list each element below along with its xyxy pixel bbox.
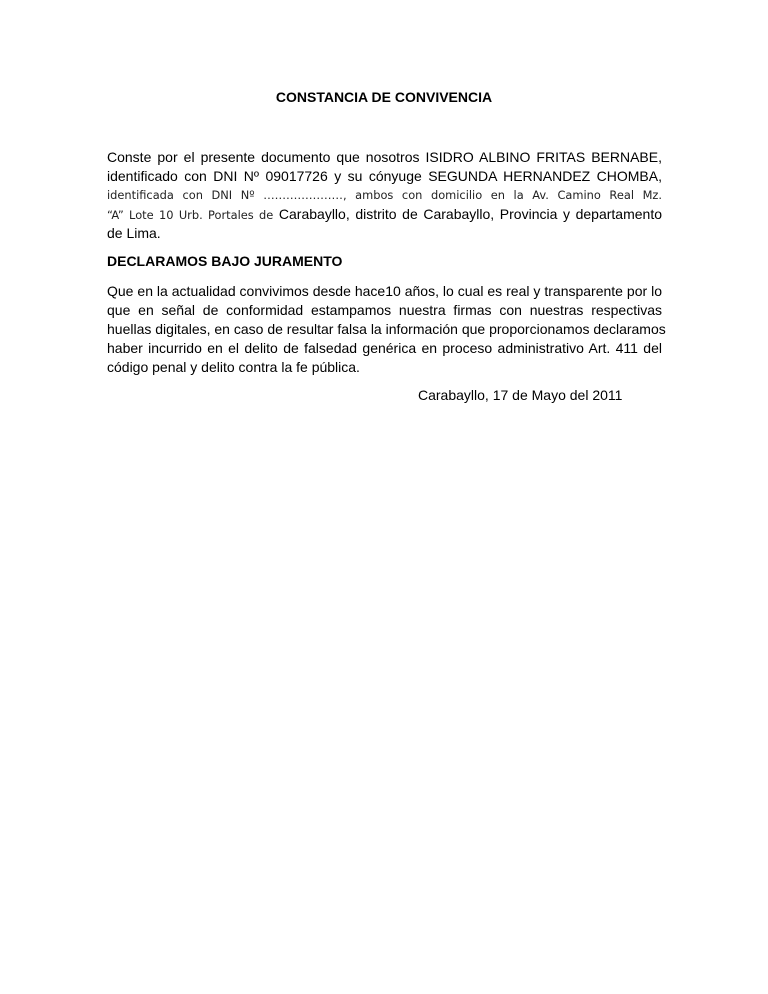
section-heading: DECLARAMOS BAJO JURAMENTO: [107, 253, 343, 269]
place-and-date: Carabayllo, 17 de Mayo del 2011: [418, 387, 623, 403]
address-fragment: “A” Lote 10 Urb. Portales de: [107, 208, 274, 222]
paragraph-line: huellas digitales, en caso de resultar falsa la información que proporcionamos declaramos: [107, 321, 666, 337]
paragraph-line: identificado con DNI Nº 09017726 y su cónyuge SEGUNDA HERNANDEZ CHOMBA,: [107, 168, 662, 184]
paragraph-line: código penal y delito contra la fe pública.: [107, 359, 360, 375]
declaration-body-paragraph: [107, 282, 666, 377]
address-continuation: Carabayllo, distrito de Carabayllo, Provincia y departamento: [273, 206, 662, 222]
paragraph-line: haber incurrido en el delito de falsedad genérica en proceso administrativo Art. 411 del: [107, 340, 662, 356]
paragraph-line: de Lima.: [107, 225, 161, 241]
paragraph-line: Que en la actualidad convivimos desde hace10 años, lo cual es real y transparente por lo: [107, 283, 662, 299]
paragraph-line: [107, 205, 662, 224]
declaration-intro-paragraph: [107, 148, 662, 243]
paragraph-line: identificada con DNI Nº …………………, ambos con domicilio en la Av. Camino Real Mz.: [107, 188, 662, 202]
paragraph-line: que en señal de conformidad estampamos nuestra firmas con nuestras respectivas: [107, 302, 662, 318]
paragraph-line: Conste por el presente documento que nosotros ISIDRO ALBINO FRITAS BERNABE,: [107, 149, 662, 165]
document-title: CONSTANCIA DE CONVIVENCIA: [275, 89, 493, 105]
